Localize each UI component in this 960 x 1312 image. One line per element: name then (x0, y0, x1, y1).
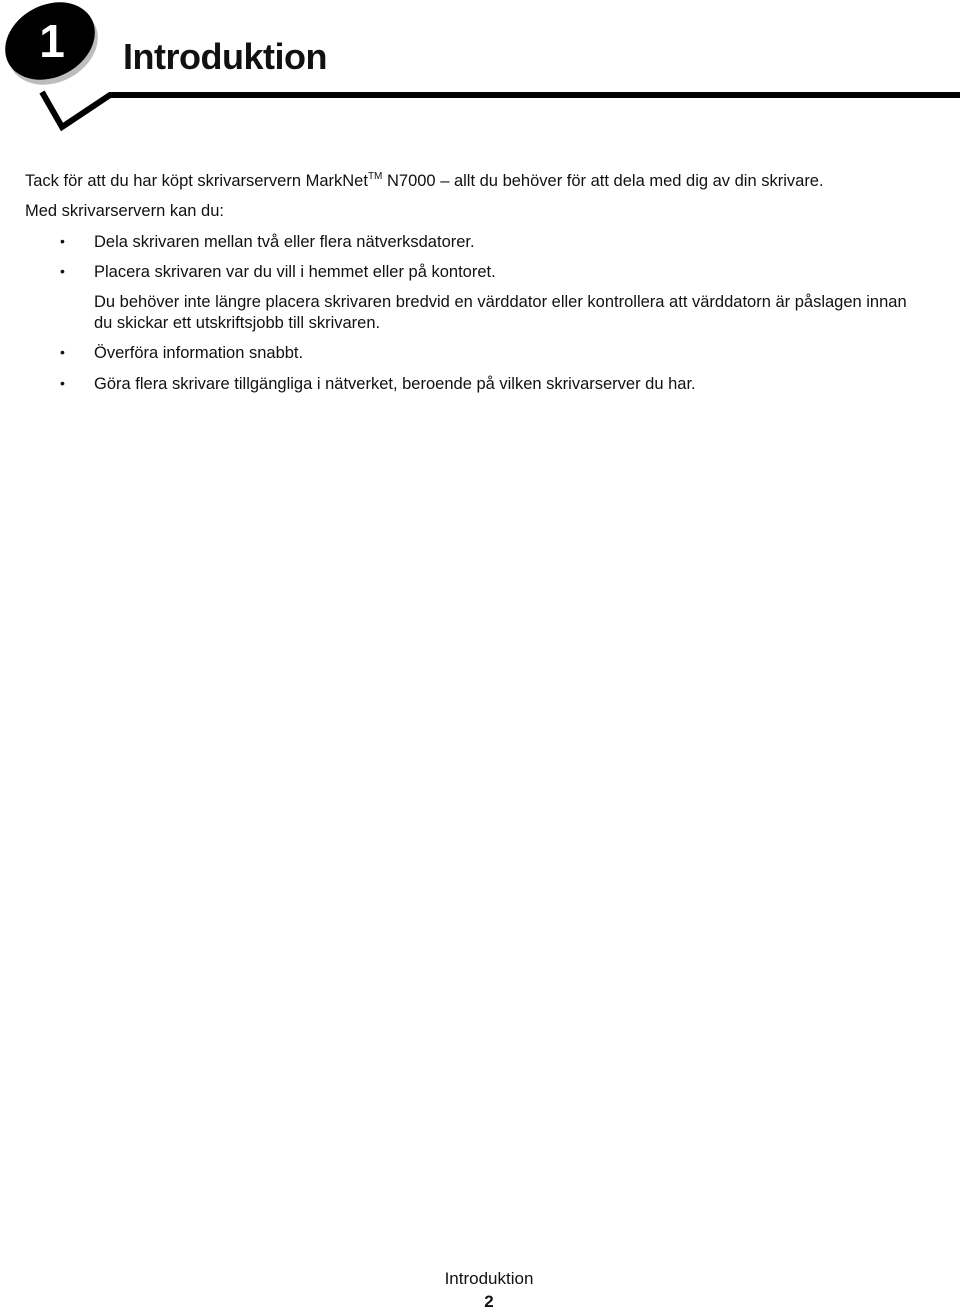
bullet-icon: • (60, 263, 65, 279)
list-item-note: Du behöver inte längre placera skrivaren bredvid en värddator eller kontrollera att värddatorn är påslagen innan (94, 293, 907, 311)
intro-sentence: Tack för att du har köpt skrivarservern MarkNet™ N7000 – allt du behöver för att dela med dig av din skrivare. (25, 171, 824, 190)
intro-lead: Med skrivarservern kan du: (25, 202, 224, 220)
list-item: Överföra information snabbt. (94, 344, 304, 362)
list-item: Dela skrivaren mellan två eller flera nätverksdatorer. (94, 233, 475, 251)
list-item-note: du skickar ett utskriftsjobb till skrivaren. (94, 314, 381, 332)
list-item: Placera skrivaren var du vill i hemmet eller på kontoret. (94, 263, 496, 281)
bullet-icon: • (60, 344, 65, 360)
footer-section: Introduktion (444, 1269, 534, 1288)
bullet-icon: • (60, 375, 65, 391)
bullet-icon: • (60, 233, 65, 249)
page-number: 2 (484, 1292, 494, 1311)
list-item: Göra flera skrivare tillgängliga i nätverket, beroende på vilken skrivarserver du har. (94, 375, 696, 393)
chapter-number: 1 (39, 15, 65, 67)
page-title: Introduktion (123, 36, 327, 77)
